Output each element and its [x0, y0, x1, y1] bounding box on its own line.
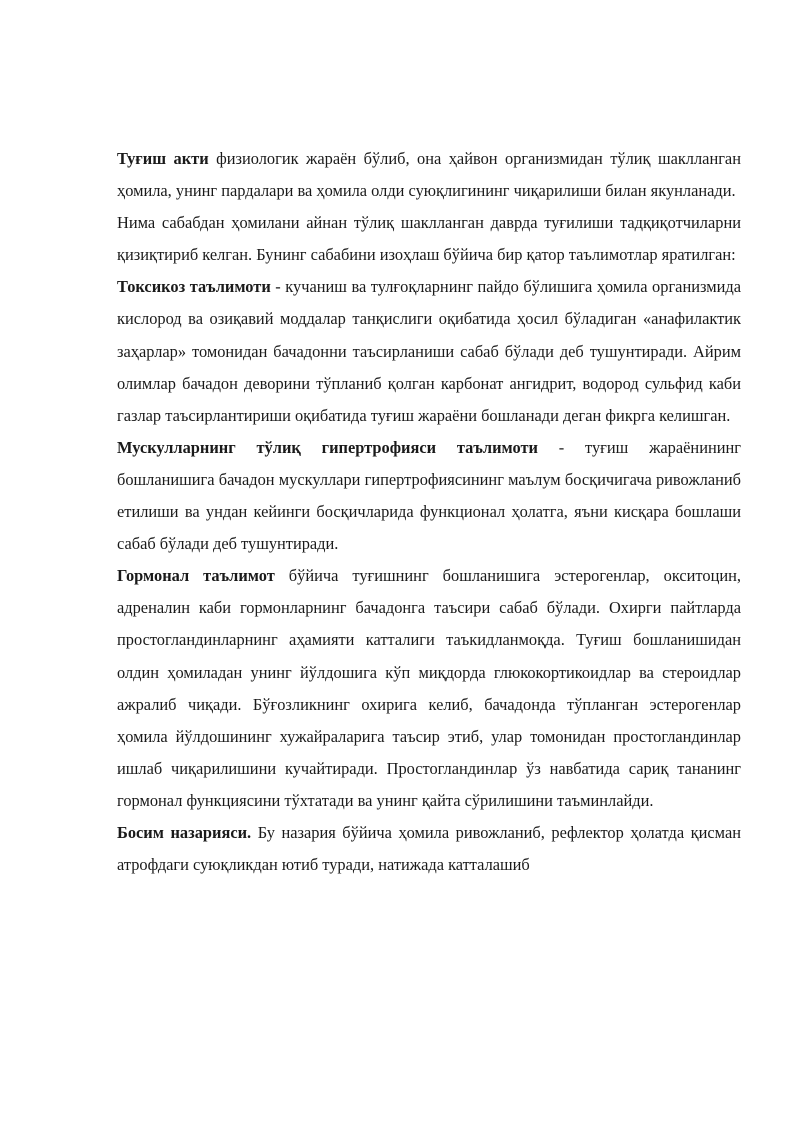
paragraph-hormonal	[117, 560, 741, 817]
paragraph-text: - кучаниш ва тулғоқларнинг пайдо бўлишига ҳомила организмида кислород ва озиқавий моддалар танқислиги оқибатида ҳосил бўладиган «анафилактик заҳарлар» томонидан бачадонни таъсирланиши сабаб бўлади деб тушунтиради. Айрим олимлар бачадон деворини тўпланиб қолган карбонат ангидрит, водород сульфид каби газлар таъсирлантириши оқибатида туғиш жараёни бошланади деган фикрга келишган.	[117, 277, 741, 425]
paragraph-text: - туғиш жараёнининг бошланишига бачадон мускуллари гипертрофиясининг маълум босқичигача ривожланиб етилиши ва ундан кейинги босқичларида функционал ҳолатга, яъни кисқара бошлаши сабаб бўлади деб тушунтиради.	[117, 437, 742, 554]
paragraph-muscle-hypertrophy	[117, 432, 741, 560]
paragraph-text: физиологик жараён бўлиб, она ҳайвон организмидан тўлиқ шаклланган ҳомила, унинг пардалари ва ҳомила олди суюқлигининг чиқарилиши билан якунланади.	[117, 149, 741, 201]
paragraph-term: Туғиш акти	[117, 149, 209, 168]
paragraph-toxicosis	[117, 271, 741, 431]
paragraph-term: Гормонал таълимот	[117, 566, 275, 586]
paragraph-intro	[117, 207, 741, 271]
paragraph-pressure	[117, 817, 741, 881]
paragraph-birth-act	[117, 143, 741, 207]
paragraph-term: Мускулларнинг тўлиқ гипертрофияси таълимоти	[117, 437, 538, 457]
paragraph-term: Токсикоз таълимоти	[117, 277, 271, 297]
document-page	[117, 143, 741, 881]
paragraph-text: Нима сабабдан ҳомилани айнан тўлиқ шаклланган даврда туғилиши тадқиқотчиларни қизиқтириб келган. Бунинг сабабини изоҳлаш бўйича бир қатор таълимотлар яратилган:	[117, 213, 741, 265]
paragraph-text: Бу назария бўйича ҳомила ривожланиб, рефлектор ҳолатда қисман атрофдаги суюқликдан ютиб туради, натижада катталашиб	[117, 822, 741, 875]
paragraph-term: Босим назарияси.	[117, 822, 252, 842]
paragraph-text: бўйича туғишнинг бошланишига эстерогенлар, окситоцин, адреналин каби гормонларнинг бачадонга таъсири сабаб бўлади. Охирги пайтларда простогландинларнинг аҳамияти катталиги таъкидланмоқда. Туғиш бошланишидан олдин ҳомиладан унинг йўлдошига кўп миқдорда глюкокортикоидлар ва стероидлар ажралиб чиқади. Бўғозликнинг охирига келиб, бачадонда тўпланган эстерогенлар ҳомила йўлдошининг хужайраларига таъсир этиб, улар томонидан простогландинлар ишлаб чиқарилишини кучайтиради. Простогландинлар ўз навбатида сариқ тананинг гормонал функциясини тўхтатади ва унинг қайта сўрилишини таъминлайди.	[117, 566, 741, 810]
